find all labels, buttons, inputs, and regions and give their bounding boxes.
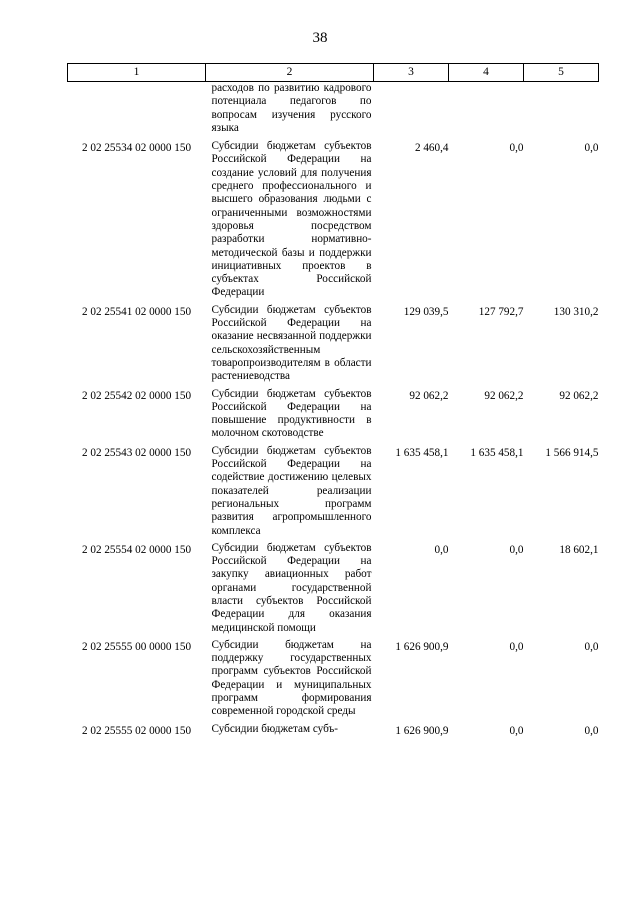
row-value-col4: 0,0 [509, 142, 524, 155]
row-value-col5: 1 566 914,5 [545, 446, 599, 459]
row-value-col3: 129 039,5 [403, 305, 449, 318]
row-value-col3: 1 635 458,1 [395, 446, 449, 459]
row-value-col4: 1 635 458,1 [470, 446, 524, 459]
row-code: 2 02 25555 00 0000 150 [81, 640, 192, 653]
row-value-col3: 1 626 900,9 [395, 640, 449, 653]
row-value-col4: 0,0 [509, 543, 524, 556]
row-name: Субсидии бюджетам субъектов Российской Федерации на содействие достижению целевых показателей реализации региональных программ развития агропромышленного комплекса [211, 444, 372, 537]
row-value-col5: 0,0 [584, 724, 599, 737]
row-name: Субсидии бюджетам субъектов Российской Федерации на создание условий для получения среднего профессионального и высшего образования людьми с ограниченными возможностями здоровья посредством разработки нормативно-методической базы и поддержки инициативных проектов в субъектах Российской Федерации [211, 140, 372, 299]
row-value-col3: 0,0 [434, 543, 449, 556]
table-row [68, 542, 599, 639]
table-row [68, 140, 599, 304]
row-name: Субсидии бюджетам субъ- [211, 722, 339, 735]
table-row [68, 445, 599, 542]
table-row [68, 304, 599, 388]
row-name: Субсидии бюджетам субъектов Российской Федерации на закупку авиационных работ органами государственной власти субъектов Российской Федерации для оказания медицинской помощи [211, 541, 372, 634]
row-code: 2 02 25555 02 0000 150 [81, 724, 192, 737]
row-value-col4: 0,0 [509, 724, 524, 737]
row-value-col4: 92 062,2 [484, 389, 524, 402]
table-row-continuation [68, 82, 599, 141]
row-code: 2 02 25541 02 0000 150 [81, 305, 192, 318]
row-value-col5: 18 602,1 [559, 543, 599, 556]
row-name: Субсидии бюджетам субъектов Российской Федерации на повышение продуктивности в молочном скотоводстве [211, 387, 372, 440]
row-value-col4: 0,0 [509, 640, 524, 653]
row-code: 2 02 25554 02 0000 150 [81, 543, 192, 556]
row-value-col3: 1 626 900,9 [395, 724, 449, 737]
row-value-col3: 92 062,2 [409, 389, 449, 402]
page-number: 38 [312, 30, 328, 46]
table-row [68, 723, 599, 740]
row-code: 2 02 25543 02 0000 150 [81, 446, 192, 459]
column-header-3: 3 [374, 64, 449, 82]
row-name: Субсидии бюджетам на поддержку государственных программ субъектов Российской Федерации и муниципальных программ формирования современной городской среды [211, 638, 372, 718]
column-header-4: 4 [449, 64, 524, 82]
row-code: 2 02 25542 02 0000 150 [81, 389, 192, 402]
column-header-5: 5 [524, 64, 599, 82]
table-header [68, 64, 599, 82]
row-value-col4: 127 792,7 [478, 305, 524, 318]
row-value-col5: 0,0 [584, 142, 599, 155]
row-value-col5: 92 062,2 [559, 389, 599, 402]
table-row [68, 639, 599, 723]
budget-revenue-table [67, 63, 599, 740]
table-row [68, 388, 599, 445]
column-header-1: 1 [68, 64, 206, 82]
row-name: Субсидии бюджетам субъектов Российской Федерации на оказание несвязанной поддержки сельскохозяйственным товаропроизводителям в области растениеводства [211, 303, 372, 383]
row-value-col3: 2 460,4 [414, 142, 449, 155]
continuation-text: расходов по развитию кадрового потенциала педагогов по вопросам изучения русского языка [211, 82, 372, 134]
column-header-2: 2 [206, 64, 374, 82]
row-value-col5: 0,0 [584, 640, 599, 653]
row-value-col5: 130 310,2 [553, 305, 599, 318]
row-code: 2 02 25534 02 0000 150 [81, 142, 192, 155]
